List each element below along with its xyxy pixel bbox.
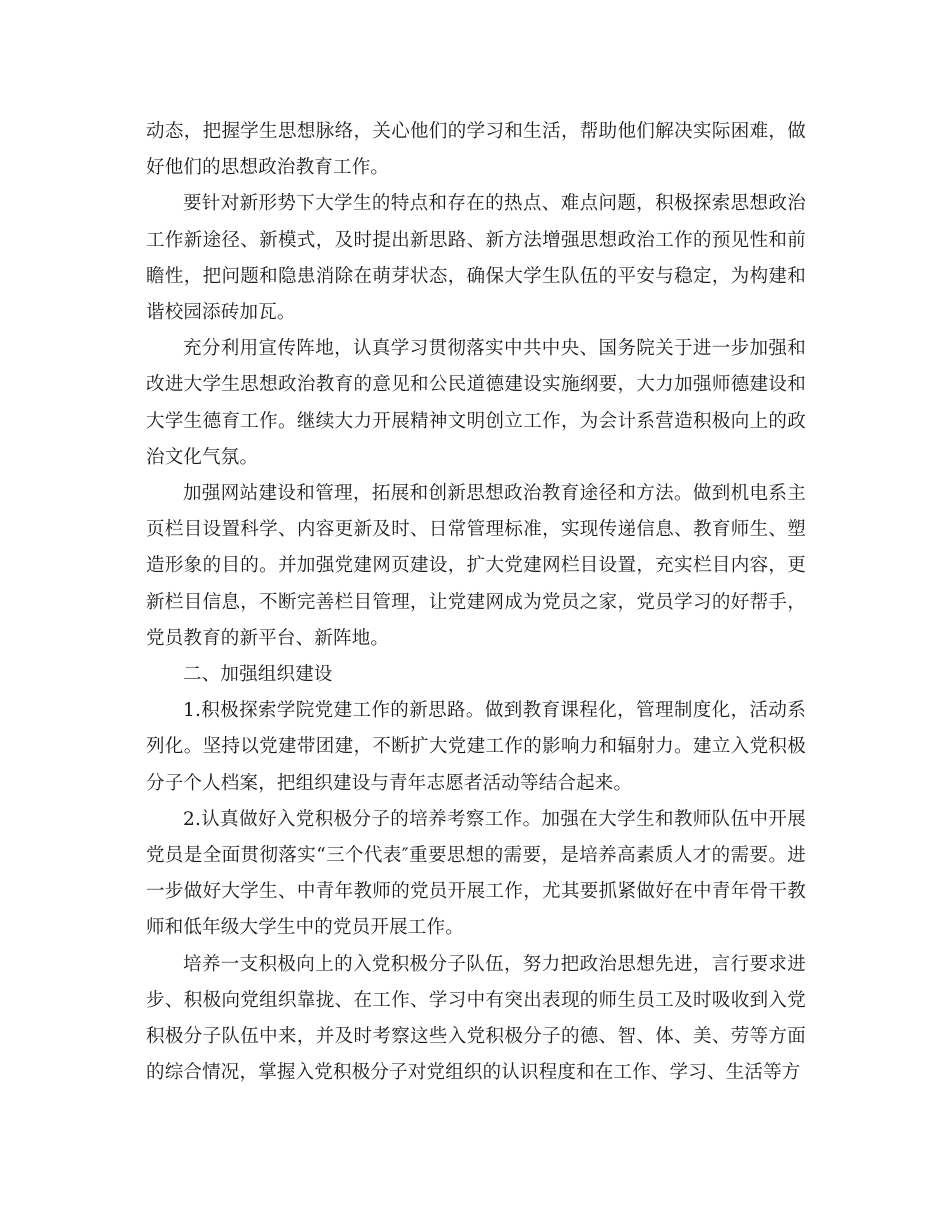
paragraph-2: 要针对新形势下大学生的特点和存在的热点、难点问题，积极探索思想政治工作新途径、新模式，及时提出新思路、新方法增强思想政治工作的预见性和前瞻性，把问题和隐患消除在萌芽状态，确保大学生队伍的平安与稳定，为构建和谐校园添砖加瓦。 <box>146 193 806 324</box>
section-heading: 二、加强组织建设 <box>183 664 333 686</box>
paragraph-item-1: 1.积极探索学院党建工作的新思路。做到教育课程化，管理制度化，活动系列化。坚持以党建带团建，不断扩大党建工作的影响力和辐射力。建立入党积极分子个人档案，把组织建设与青年志愿者活动等结合起来。 <box>146 700 806 794</box>
paragraph-item-2: 2.认真做好入党积极分子的培养考察工作。加强在大学生和教师队伍中开展党员是全面贯彻落实“三个代表″重要思想的需要，是培养高素质人才的需要。进一步做好大学生、中青年教师的党员开展工作，尤其要抓紧做好在中青年骨干教师和低年级大学生中的党员开展工作。 <box>146 808 806 939</box>
paragraph-3: 充分利用宣传阵地，认真学习贯彻落实中共中央、国务院关于进一步加强和改进大学生思想政治教育的意见和公民道德建设实施纲要，大力加强师德建设和大学生德育工作。继续大力开展精神文明创立工作，为会计系营造积极向上的政治文化气氛。 <box>146 338 806 468</box>
document-body <box>146 114 806 1091</box>
paragraph-1: 动态，把握学生思想脉络，关心他们的学习和生活，帮助他们解决实际困难，做好他们的思想政治教育工作。 <box>146 121 806 179</box>
paragraph-4: 加强网站建设和管理，拓展和创新思想政治教育途径和方法。做到机电系主页栏目设置科学、内容更新及时、日常管理标准，实现传递信息、教育师生、塑造形象的目的。并加强党建网页建设，扩大党建网栏目设置，充实栏目内容，更新栏目信息，不断完善栏目管理，让党建网成为党员之家，党员学习的好帮手，党员教育的新平台、新阵地。 <box>146 483 806 649</box>
paragraph-8: 培养一支积极向上的入党积极分子队伍，努力把政治思想先进，言行要求进步、积极向党组织靠拢、在工作、学习中有突出表现的师生员工及时吸收到入党积极分子队伍中来，并及时考察这些入党积极分子的德、智、体、美、劳等方面的综合情况，掌握入党积极分子对党组织的认识程度和在工作、学习、生活等方 <box>146 953 806 1084</box>
